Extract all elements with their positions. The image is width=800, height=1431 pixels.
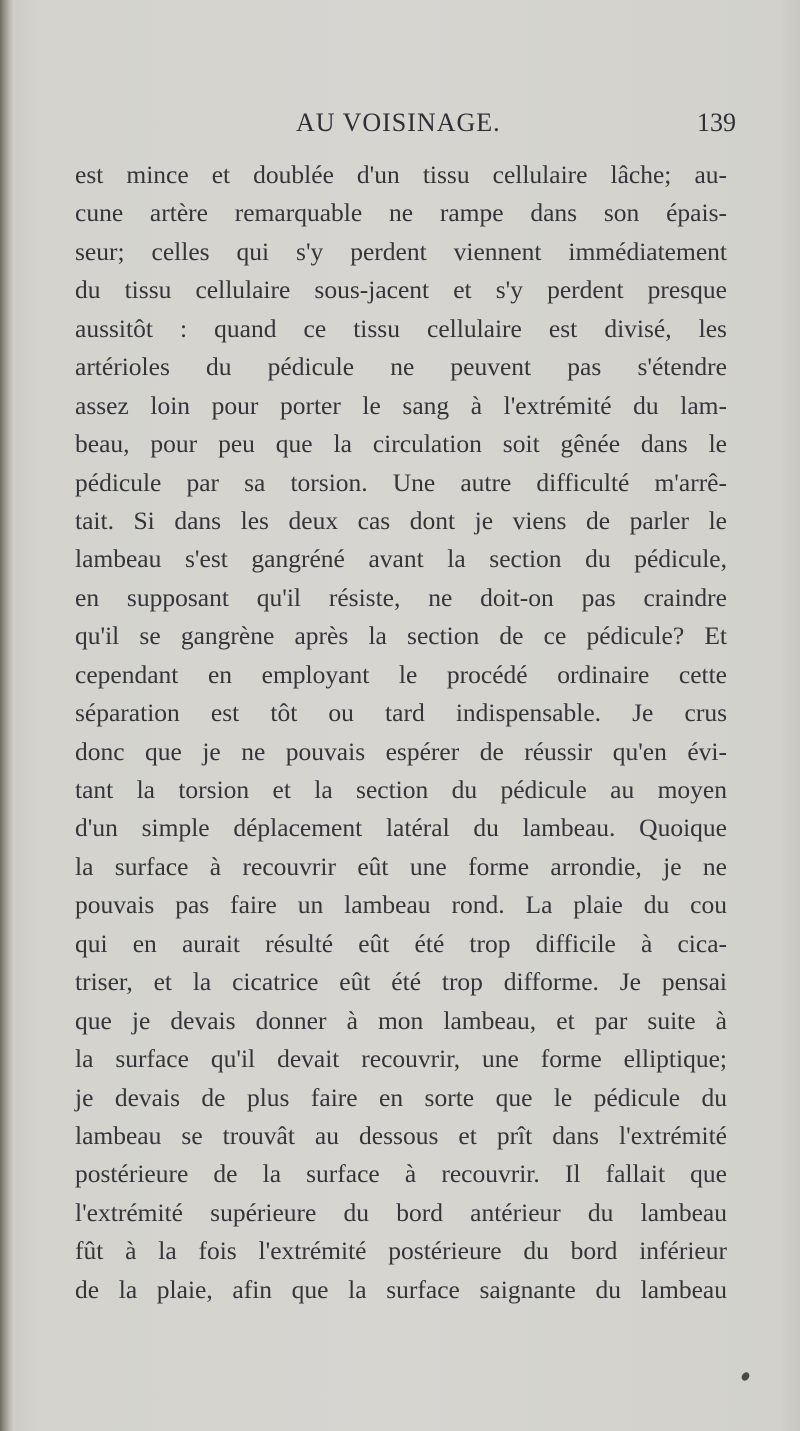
text-line: la surface à recouvrir eût une forme arrondie, je ne (75, 851, 727, 881)
text-line: pouvais pas faire un lambeau rond. La plaie du cou (75, 890, 727, 920)
page-header (296, 108, 736, 148)
text-line: qui en aurait résulté eût été trop difficile à cica- (75, 928, 727, 958)
text-line: lambeau se trouvât au dessous et prît dans l'extrémité (75, 1120, 727, 1150)
text-line: d'un simple déplacement latéral du lambeau. Quoique (75, 813, 727, 843)
text-line: fût à la fois l'extrémité postérieure du bord inférieur (75, 1236, 727, 1266)
running-title: AU VOISINAGE. (296, 108, 501, 137)
text-line: assez loin pour porter le sang à l'extrémité du lam- (75, 390, 727, 420)
text-line: en supposant qu'il résiste, ne doit-on pas craindre (75, 582, 727, 612)
text-line: pédicule par sa torsion. Une autre difficulté m'arrê- (75, 467, 727, 497)
text-line: séparation est tôt ou tard indispensable. Je crus (75, 698, 727, 728)
page-binding-edge (0, 0, 14, 1431)
text-line: artérioles du pédicule ne peuvent pas s'étendre (75, 352, 727, 382)
ink-speck (740, 1371, 751, 1382)
text-line: triser, et la cicatrice eût été trop difforme. Je pensai (75, 967, 727, 997)
text-line: l'extrémité supérieure du bord antérieur du lambeau (75, 1197, 727, 1227)
text-line: tant la torsion et la section du pédicule au moyen (75, 775, 727, 804)
body-text (75, 156, 727, 1309)
text-line: que je devais donner à mon lambeau, et par suite à (75, 1005, 727, 1035)
text-line: je devais de plus faire en sorte que le pédicule du (75, 1082, 727, 1112)
text-line: qu'il se gangrène après la section de ce pédicule? Et (75, 621, 727, 651)
text-line: donc que je ne pouvais espérer de réussir qu'en évi- (75, 736, 727, 766)
text-line: cune artère remarquable ne rampe dans son épais- (75, 198, 727, 228)
text-line: de la plaie, afin que la surface saignante du lambeau (75, 1274, 727, 1304)
text-line: beau, pour peu que la circulation soit gênée dans le (75, 429, 727, 459)
text-line: cependant en employant le procédé ordinaire cette (75, 659, 727, 689)
text-line: seur; celles qui s'y perdent viennent immédiatement (75, 236, 727, 266)
text-line: est mince et doublée d'un tissu cellulaire lâche; au- (75, 160, 727, 189)
text-line: lambeau s'est gangréné avant la section du pédicule, (75, 544, 727, 574)
page-number: 139 (697, 108, 736, 137)
text-line: aussitôt : quand ce tissu cellulaire est divisé, les (75, 313, 727, 343)
text-line: tait. Si dans les deux cas dont je viens de parler le (75, 505, 727, 535)
text-line: la surface qu'il devait recouvrir, une forme elliptique; (75, 1044, 727, 1074)
text-line: postérieure de la surface à recouvrir. Il fallait que (75, 1159, 727, 1189)
text-line: du tissu cellulaire sous-jacent et s'y perdent presque (75, 275, 727, 305)
